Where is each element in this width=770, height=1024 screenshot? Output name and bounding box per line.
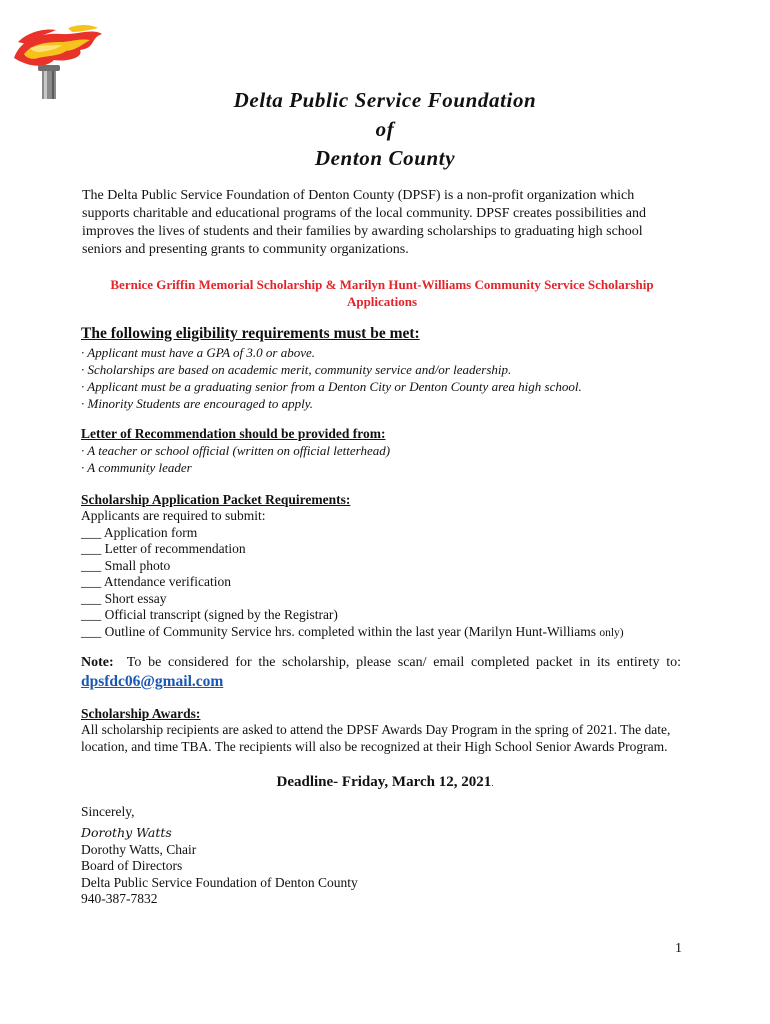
list-item: · Scholarships are based on academic merit, community service and/or leadership. [81, 362, 512, 377]
deadline-suffix: . [491, 778, 494, 788]
title-line-1: Delta Public Service Foundation [233, 88, 537, 112]
signer-phone: 940-387-7832 [81, 891, 158, 906]
closing: Sincerely, [81, 804, 135, 819]
signer-org: Delta Public Service Foundation of Denton County [81, 874, 358, 890]
packet-checklist [81, 525, 711, 642]
list-item: · Applicant must be a graduating senior from a Denton City or Denton County area high school. [81, 379, 582, 394]
title-line-2: of [375, 117, 395, 141]
document-title [0, 86, 770, 173]
email-link[interactable]: dpsfdc06@gmail.com [81, 673, 224, 690]
note-label: Note: [81, 655, 114, 670]
list-item: ___ Application form [81, 524, 198, 540]
list-item: ___ Official transcript (signed by the Registrar) [81, 607, 338, 622]
list-item: · Minority Students are encouraged to apply. [81, 396, 314, 411]
intro-paragraph: The Delta Public Service Foundation of Denton County (DPSF) is a non-profit organization which supports charitable and educational programs of the local community. DPSF creates possibilities and improves the lives of students and their families by awarding scholarships to graduating high school seniors and presenting grants to community organizations. [82, 188, 647, 257]
eligibility-section [81, 324, 701, 412]
recommendation-list [81, 442, 701, 476]
scholarship-heading-line-1: Bernice Griffin Memorial Scholarship & Marilyn Hunt-Williams Community Service Scholarship [110, 277, 654, 292]
awards-heading: Scholarship Awards: [81, 706, 201, 721]
packet-section [81, 491, 711, 641]
awards-section [81, 705, 681, 755]
signed-name: Dorothy Watts [81, 824, 172, 840]
signer-name: Dorothy Watts, Chair [81, 841, 197, 857]
signer-title: Board of Directors [81, 858, 183, 873]
deadline-text: Deadline- Friday, March 12, 2021 [276, 774, 492, 790]
eligibility-heading: The following eligibility requirements must be met: [81, 325, 420, 342]
list-item: · Applicant must have a GPA of 3.0 or above. [81, 345, 315, 360]
page-number: 1 [675, 941, 682, 956]
list-item: · A community leader [81, 460, 192, 475]
packet-heading: Scholarship Application Packet Requirements: [81, 492, 351, 507]
recommendation-section [81, 425, 701, 476]
list-item: ___ Small photo [81, 557, 171, 573]
signature-block [81, 804, 681, 908]
scholarship-heading-line-2: Applications [346, 294, 418, 309]
list-item: ___ Short essay [81, 590, 167, 606]
awards-text: All scholarship recipients are asked to attend the DPSF Awards Day Program in the spring of 2021. The date, location, and time TBA. The recipients will also be recognized at their High School Senior Awards Program. [81, 722, 671, 754]
eligibility-list [81, 344, 701, 412]
list-item: · A teacher or school official (written on official letterhead) [81, 443, 391, 458]
list-item: ___ Attendance verification [81, 574, 231, 589]
list-item-suffix: only) [599, 626, 624, 639]
list-item [81, 624, 711, 642]
deadline [0, 772, 770, 793]
scholarship-heading [82, 276, 682, 310]
list-item: ___ Letter of recommendation [81, 541, 246, 556]
recommendation-heading: Letter of Recommendation should be provided from: [81, 426, 386, 441]
title-line-3: Denton County [314, 146, 456, 170]
list-item-text: ___ Outline of Community Service hrs. completed within the last year (Marilyn Hunt-Williams [81, 623, 600, 639]
note-paragraph [81, 654, 681, 672]
note-text: To be considered for the scholarship, please scan/ email completed packet in its entirety to: [126, 655, 681, 670]
packet-intro: Applicants are required to submit: [81, 508, 266, 523]
